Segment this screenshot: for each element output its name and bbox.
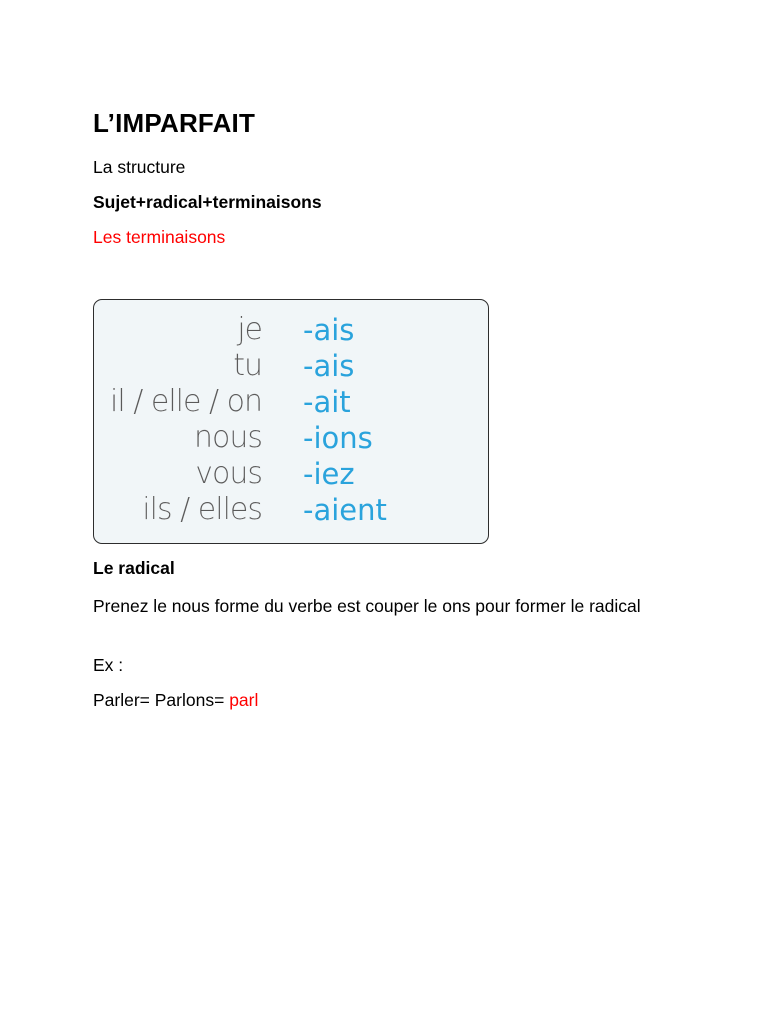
- structure-formula: Sujet+radical+terminaisons: [93, 192, 322, 212]
- conjugation-row: [94, 384, 488, 420]
- ending: -ais: [303, 313, 355, 347]
- example-text: Parler= Parlons=: [93, 690, 230, 710]
- pronoun: vous: [195, 456, 262, 491]
- conjugation-row: [94, 456, 488, 492]
- conjugation-row: [94, 420, 488, 456]
- page-title: L’IMPARFAIT: [93, 108, 256, 138]
- pronoun: tu: [233, 348, 262, 383]
- example-result: parl: [229, 690, 259, 710]
- ending: -aient: [303, 493, 387, 527]
- radical-explanation: Prenez le nous forme du verbe est couper le ons pour former le radical: [93, 596, 641, 616]
- ending: -ions: [303, 421, 373, 455]
- example-label: Ex :: [93, 655, 124, 675]
- ending: -ait: [303, 385, 351, 419]
- conjugation-row: [94, 312, 488, 348]
- pronoun: ils / elles: [142, 492, 262, 527]
- pronoun: nous: [193, 420, 262, 455]
- radical-heading: Le radical: [93, 558, 175, 578]
- ending: -ais: [303, 349, 355, 383]
- conjugation-row: [94, 492, 488, 528]
- pronoun: je: [237, 312, 262, 347]
- structure-label: La structure: [93, 157, 186, 177]
- example-line: [93, 687, 258, 713]
- conjugation-table-image: [93, 299, 489, 544]
- endings-heading: Les terminaisons: [93, 227, 226, 247]
- ending: -iez: [303, 457, 355, 491]
- conjugation-row: [94, 348, 488, 384]
- pronoun: il / elle / on: [110, 384, 262, 419]
